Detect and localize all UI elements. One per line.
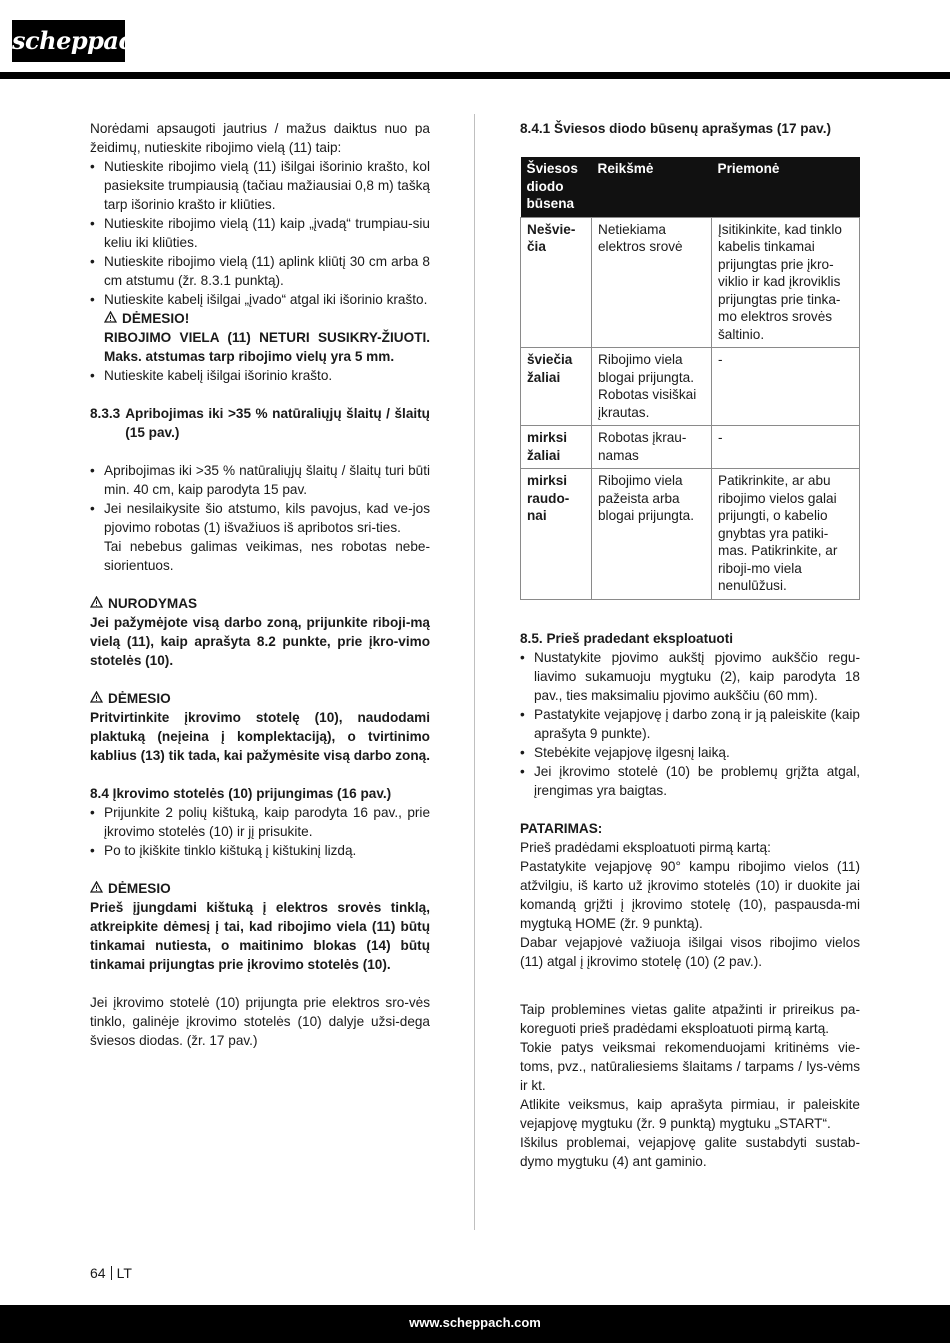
- led-paragraph: Jei įkrovimo stotelė (10) prijungta prie elektros sro-vės tinklo, galinėje įkrovimo stotelės (10) dalyje užsi-dega šviesos diodas. (žr. 17 pav.): [90, 995, 430, 1048]
- list-item: • Nutieskite ribojimo vielą (11) išilgai išorinio krašto, kol pasieksite trumpiausią (tačiau mažiausiai 0,8 m) tašką tarp išorinio krašto ir kliūties.: [90, 157, 430, 214]
- page-number: 64: [90, 1265, 106, 1281]
- body-paragraph: Iškilus problemai, vejapjovę galite sustabdyti sustab-dymo mygtuku (4) ant gaminio.: [520, 1134, 860, 1169]
- note-text: Jei pažymėjote visą darbo zoną, prijunkite riboji-mą vielą (11), kaip aprašyta 8.2 punkte, prie įkro-vimo stotelės (10).: [90, 615, 430, 668]
- warning-title: DĖMESIO: [108, 881, 171, 896]
- table-row: [521, 348, 860, 426]
- table-cell: Ribojimo viela blogai prijungta. Robotas visiškai įkrautas.: [592, 348, 712, 426]
- list-item: • Nutieskite ribojimo vielą (11) kaip „įvadą“ trumpiau-siu keliu iki kliūties.: [90, 214, 430, 252]
- list-item: • Nutieskite kabelį išilgai išorinio krašto.: [90, 366, 430, 385]
- warning-icon: [90, 689, 103, 708]
- warning-heading: [90, 879, 430, 898]
- note-title: NURODYMAS: [108, 596, 198, 611]
- table-cell: Nešvie-čia: [521, 217, 592, 348]
- warning-icon: [90, 594, 103, 613]
- connection-list: [90, 803, 430, 860]
- warning-icon: [104, 309, 117, 328]
- section-heading-8-5: 8.5. Prieš pradedant eksploatuoti: [520, 630, 734, 646]
- page-footer: [90, 1265, 132, 1281]
- table-row: [521, 469, 860, 600]
- table-cell: Robotas įkrau-namas: [592, 426, 712, 469]
- table-header-row: [521, 157, 860, 217]
- warning-box: [90, 309, 430, 366]
- warning-title: DĖMESIO: [108, 691, 171, 706]
- list-item: • Nutieskite kabelį išilgai „įvado“ atgal iki išorinio krašto.: [90, 290, 430, 309]
- header-rule: [0, 72, 950, 79]
- table-cell: -: [712, 426, 860, 469]
- list-item: • Apribojimas iki >35 % natūraliųjų šlaitų / šlaitų turi būti min. 40 cm, kaip parodyta 15 pav.: [90, 461, 430, 499]
- table-cell: mirksi raudo-nai: [521, 469, 592, 600]
- section-heading-8-4: 8.4 Įkrovimo stotelės (10) prijungimas (16 pav.): [90, 786, 392, 801]
- list-item: • Nutieskite ribojimo vielą (11) aplink kliūtį 30 cm arba 8 cm atstumu (žr. 8.3.1 punktą).: [90, 252, 430, 290]
- warning-title: DĖMESIO!: [122, 311, 190, 326]
- startup-list: [520, 648, 860, 800]
- table-cell: mirksi žaliai: [521, 426, 592, 469]
- list-item: • Jei įkrovimo stotelė (10) be problemų grįžta atgal, įrengimas yra baigtas.: [520, 762, 860, 800]
- tips-paragraph: Dabar vejapjovė važiuoja išilgai visos ribojimo vielos (11) atgal į įkrovimo stotelę (10) (2 pav.).: [520, 934, 860, 969]
- led-status-table: [520, 157, 860, 600]
- brand-logo: scheppach: [12, 20, 125, 62]
- list-continuation: Tai nebebus galimas veikimas, nes robotas nebe-siorientuos.: [104, 539, 430, 573]
- warning-heading: [104, 309, 430, 328]
- note-heading: [90, 594, 430, 613]
- warning-icon: [90, 879, 103, 898]
- tips-paragraph: Pastatykite vejapjovę 90° kampu ribojimo vielos (11) atžvilgiu, iš karto už įkrovimo stotelės (10) ir duokite jai komandą grįžti į įkrovimo stotelę (10), paspausda-mi mygtuką HOME (žr. 9 punktą).: [520, 858, 860, 931]
- tips-paragraph: Prieš pradėdami eksploatuoti pirmą kartą:: [520, 839, 771, 855]
- column-divider: [474, 114, 475, 1230]
- list-item: • Po to įkiškite tinklo kištuką į kištukinį lizdą.: [90, 841, 430, 860]
- warning-text: Pritvirtinkite įkrovimo stotelę (10), naudodami plaktuką (neįeina į komplektaciją), o tvirtinimo kablius (13) tik tada, kai pažymėsite visą darbo zoną.: [90, 710, 430, 763]
- footer-bar: [0, 1305, 950, 1343]
- table-cell: -: [712, 348, 860, 426]
- table-cell: Netiekiama elektros srovė: [592, 217, 712, 348]
- section-heading-8-4-1: 8.4.1 Šviesos diodo būsenų aprašymas (17 pav.): [520, 121, 832, 136]
- left-column: [90, 119, 430, 1050]
- list-item: • Nustatykite pjovimo aukštį pjovimo aukščio regu-liavimo sukamuoju mygtuku (2), kaip parodyta 18 pav., ties maksimaliu pjovimo aukščiu (60 mm).: [520, 648, 860, 705]
- table-cell: Ribojimo viela pažeista arba blogai prijungta.: [592, 469, 712, 600]
- body-paragraph: Atlikite veiksmus, kaip aprašyta pirmiau, ir paleiskite vejapjovę mygtuku (žr. 9 punktą) mygtuku „START“.: [520, 1096, 860, 1131]
- table-header: Priemonė: [712, 157, 860, 217]
- section-number: 8.3.3: [90, 406, 121, 421]
- table-cell: Įsitikinkite, kad tinklo kabelis tinkamai prijungtas prie įkro-viklio ir kad įkroviklis prijungtas prie tinka-mo elektros srovės šaltinio.: [712, 217, 860, 348]
- table-row: [521, 426, 860, 469]
- section-title: Apribojimas iki >35 % natūraliųjų šlaitų / šlaitų (15 pav.): [125, 406, 430, 440]
- table-row: [521, 217, 860, 348]
- footer-separator: [111, 1266, 112, 1280]
- website-link[interactable]: www.scheppach.com: [409, 1315, 541, 1330]
- table-header: Šviesos diodo būsena: [521, 157, 592, 217]
- list-item: • Pastatykite vejapjovę į darbo zoną ir ją paleiskite (kaip aprašyta 9 punkte).: [520, 705, 860, 743]
- tips-title: PATARIMAS:: [520, 820, 603, 836]
- intro-paragraph: Norėdami apsaugoti jautrius / mažus daiktus nuo pa žeidimų, nutieskite ribojimo vielą (11) taip:: [90, 121, 430, 155]
- warning-text: RIBOJIMO VIELA (11) NETURI SUSIKRY-ŽIUOTI. Maks. atstumas tarp ribojimo vielų yra 5 mm.: [104, 330, 430, 364]
- table-header: Reikšmė: [592, 157, 712, 217]
- table-cell: Patikrinkite, ar abu ribojimo vielos galai prijungti, o kabelio gnybtas yra patiki-mas. Patikrinkite, ar riboji-mo viela nenulūžusi.: [712, 469, 860, 600]
- warning-text: Prieš įjungdami kištuką į elektros srovės tinklą, atkreipkite dėmesį į tai, kad ribojimo viela (11) būtų tinkamai nutiesta, o maitinimo blokas (14) būtų tinkamai prijungtas prie įkrovimo stotelės (10).: [90, 900, 430, 972]
- list-item: • Prijunkite 2 polių kištuką, kaip parodyta 16 pav., prie įkrovimo stotelės (10) ir jį prisukite.: [90, 803, 430, 841]
- warning-heading: [90, 689, 430, 708]
- body-paragraph: Taip problemines vietas galite atpažinti ir prireikus pa-koreguoti prieš pradėdami eksploatuoti pirmą kartą.: [520, 1001, 860, 1036]
- body-paragraph: Tokie patys veiksmai rekomenduojami kritinėms vie-toms, pvz., natūraliesiems šlaitams / tarpams / lys-vėms ir kt.: [520, 1039, 860, 1093]
- table-cell: šviečia žaliai: [521, 348, 592, 426]
- slope-list: [90, 461, 430, 537]
- language-code: LT: [116, 1265, 132, 1281]
- right-column: [520, 119, 860, 1171]
- final-step-list: [90, 366, 430, 385]
- list-item: • Stebėkite vejapjovę ilgesnį laiką.: [520, 743, 860, 762]
- list-item: • Jei nesilaikysite šio atstumo, kils pavojus, kad ve-jos pjovimo robotas (1) išvažiuos iš apribotos sri-ties.: [90, 499, 430, 537]
- section-heading-8-3-3: [90, 404, 430, 442]
- wire-laying-list: [90, 157, 430, 309]
